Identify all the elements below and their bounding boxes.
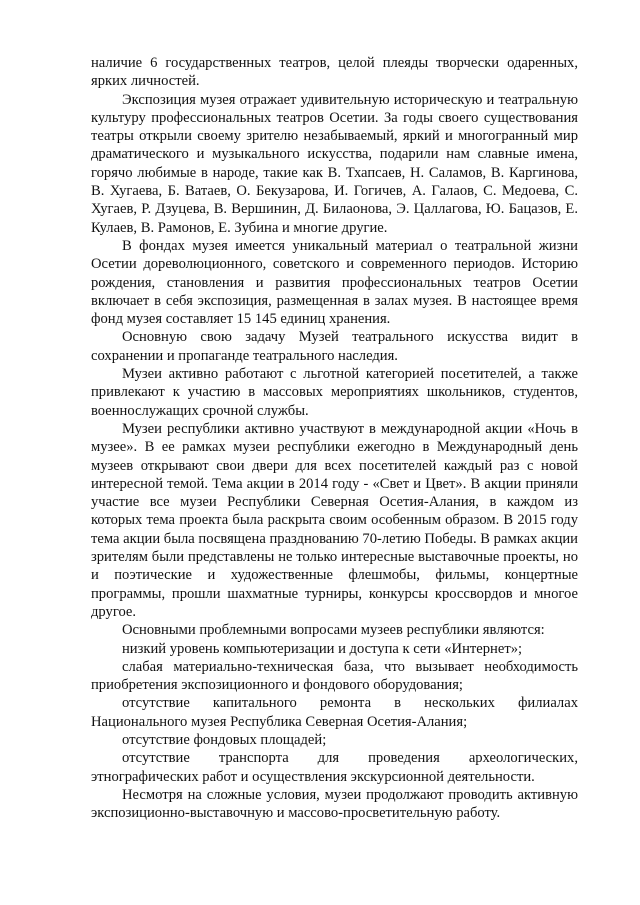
- paragraph-visitors: Музеи активно работают с льготной категорией посетителей, а также привлекают к участию в массовых мероприятиях школьников, студентов, военнослужащих срочной службы.: [91, 366, 578, 419]
- list-item-computerization: низкий уровень компьютеризации и доступа к сети «Интернет»;: [122, 640, 523, 657]
- document-page: [91, 54, 578, 822]
- list-item-material-base: слабая материально-техническая база, что вызывает необходимость приобретения экспозиционного и фондового оборудования;: [91, 658, 578, 694]
- list-item-repair: отсутствие капитального ремонта в нескольких филиалах Национального музея Республика Северная Осетия-Алания;: [91, 695, 578, 730]
- paragraph-conclusion: Несмотря на сложные условия, музеи продолжают проводить активную экспозиционно-выставочную и массово-просветительную работу.: [91, 786, 578, 822]
- list-item-storage-space: отсутствие фондовых площадей;: [122, 731, 327, 748]
- list-item-transport: отсутствие транспорта для проведения археологических, этнографических работ и осуществления экскурсионной деятельности.: [91, 750, 578, 785]
- paragraph-exposition: Экспозиция музея отражает удивительную историческую и театральную культуру профессиональных театров Осетии. За годы своего существования театры открыли своему зрителю незабываемый, яркий и многогранный мир драматического и музыкального искусства, подарили нам славные имена, горячо любимые в народе, такие как В. Тхапсаев, Н. Саламов, В. Каргинова, В. Хугаева, Б. Ватаев, О. Бекузарова, И. Гогичев, А. Галаов, С. Медоева, С. Хугаев, Р. Дзуцева, В. Вершинин, Д. Билаонова, Э. Цаллагова, Ю. Бацазов, Е. Кулаев, В. Рамонов, Е. Зубина и многие другие.: [91, 91, 578, 236]
- paragraph-problems-heading: Основными проблемными вопросами музеев республики являются:: [122, 622, 545, 639]
- paragraph-night-at-museum: Музеи республики активно участвуют в международной акции «Ночь в музее». В ее рамках музеи республики ежегодно в Международный день музеев открывают свои двери для всех посетителей каждый раз с новой интересной темой. Тема акции в 2014 году - «Свет и Цвет». В акции приняли участие все музеи Республики Северная Осетия-Алания, в каждом из которых тема проекта была раскрыта своим особенным образом. В 2015 году тема акции была посвящена празднованию 70-летию Победы. В рамках акции зрителям были представлены не только интересные выставочные проекты, но и поэтические и художественные флешмобы, фильмы, концертные программы, прошли шахматные турниры, конкурсы кроссвордов и многое другое.: [91, 420, 578, 620]
- paragraph-funds: В фондах музея имеется уникальный материал о театральной жизни Осетии дореволюционного, советского и современного периодов. Историю рождения, становления и развития профессиональных театров Осетии включает в себя экспозиция, размещенная в залах музея. В настоящее время фонд музея составляет 15 145 единиц хранения.: [91, 237, 578, 328]
- paragraph-main-task: Основную свою задачу Музей театрального искусства видит в сохранении и пропаганде театрального наследия.: [91, 329, 578, 364]
- paragraph-intro-continuation: наличие 6 государственных театров, целой плеяды творчески одаренных, ярких личностей.: [91, 55, 578, 90]
